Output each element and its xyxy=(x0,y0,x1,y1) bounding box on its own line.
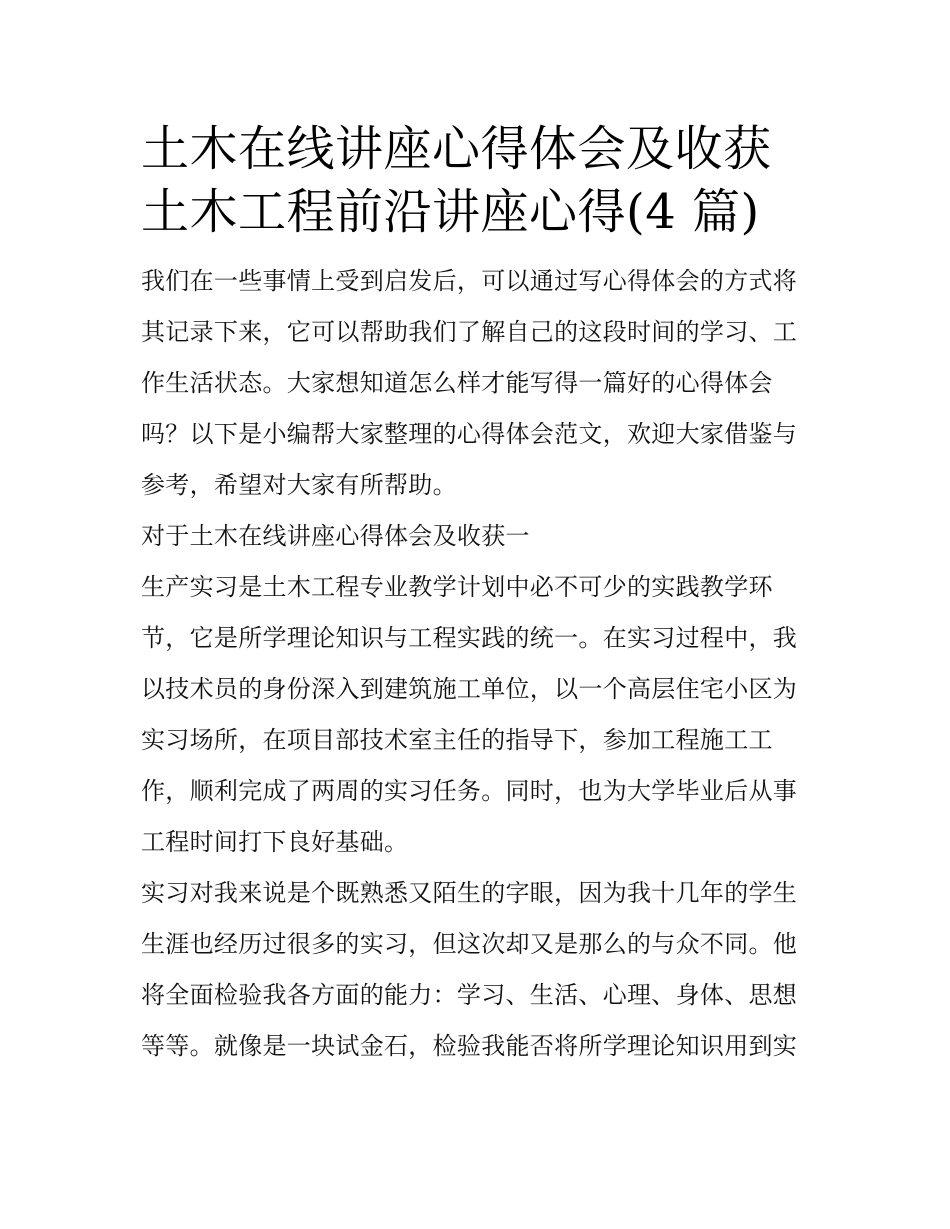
title-line-1: 土木在线讲座心得体会及收获 xyxy=(141,121,772,177)
text-line: 吗？以下是小编帮大家整理的心得体会范文，欢迎大家借鉴与 xyxy=(141,420,798,448)
text-line: 作生活状态。大家想知道怎么样才能写得一篇好的心得体会 xyxy=(141,369,773,397)
text-line: 我们在一些事情上受到启发后，可以通过写心得体会的方式将 xyxy=(141,267,798,295)
paragraph-internship-overview xyxy=(141,562,821,868)
title-line-2: 土木工程前沿讲座心得(4 篇) xyxy=(141,184,760,240)
text-line: 实习场所，在项目部技术室主任的指导下，参加工程施工工 xyxy=(141,726,773,754)
text-line: 生涯也经历过很多的实习，但这次却又是那么的与众不同。他 xyxy=(141,930,798,958)
text-line: 等等。就像是一块试金石，检验我能否将所学理论知识用到实 xyxy=(141,1032,798,1060)
text-line: 作，顺利完成了两周的实习任务。同时，也为大学毕业后从事 xyxy=(141,777,798,805)
text-line: 其记录下来，它可以帮助我们了解自己的这段时间的学习、工 xyxy=(141,318,798,346)
text-line: 节，它是所学理论知识与工程实践的统一。在实习过程中，我 xyxy=(141,624,798,652)
text-line: 以技术员的身份深入到建筑施工单位，以一个高层住宅小区为 xyxy=(141,675,798,703)
text-line: 对于土木在线讲座心得体会及收获一 xyxy=(141,522,530,550)
paragraph-internship-reflection xyxy=(141,868,821,1072)
text-line: 参考，希望对大家有所帮助。 xyxy=(141,471,457,499)
paragraph-intro xyxy=(141,256,821,511)
text-line: 生产实习是土木工程专业教学计划中必不可少的实践教学环 xyxy=(141,573,773,601)
section-heading xyxy=(141,511,821,562)
text-line: 工程时间打下良好基础。 xyxy=(141,828,409,856)
document-body xyxy=(141,256,821,1072)
document-content xyxy=(141,118,821,1072)
text-line: 将全面检验我各方面的能力：学习、生活、心理、身体、思想 xyxy=(141,981,798,1009)
text-line: 实习对我来说是个既熟悉又陌生的字眼，因为我十几年的学生 xyxy=(141,879,798,907)
document-title xyxy=(141,118,821,244)
